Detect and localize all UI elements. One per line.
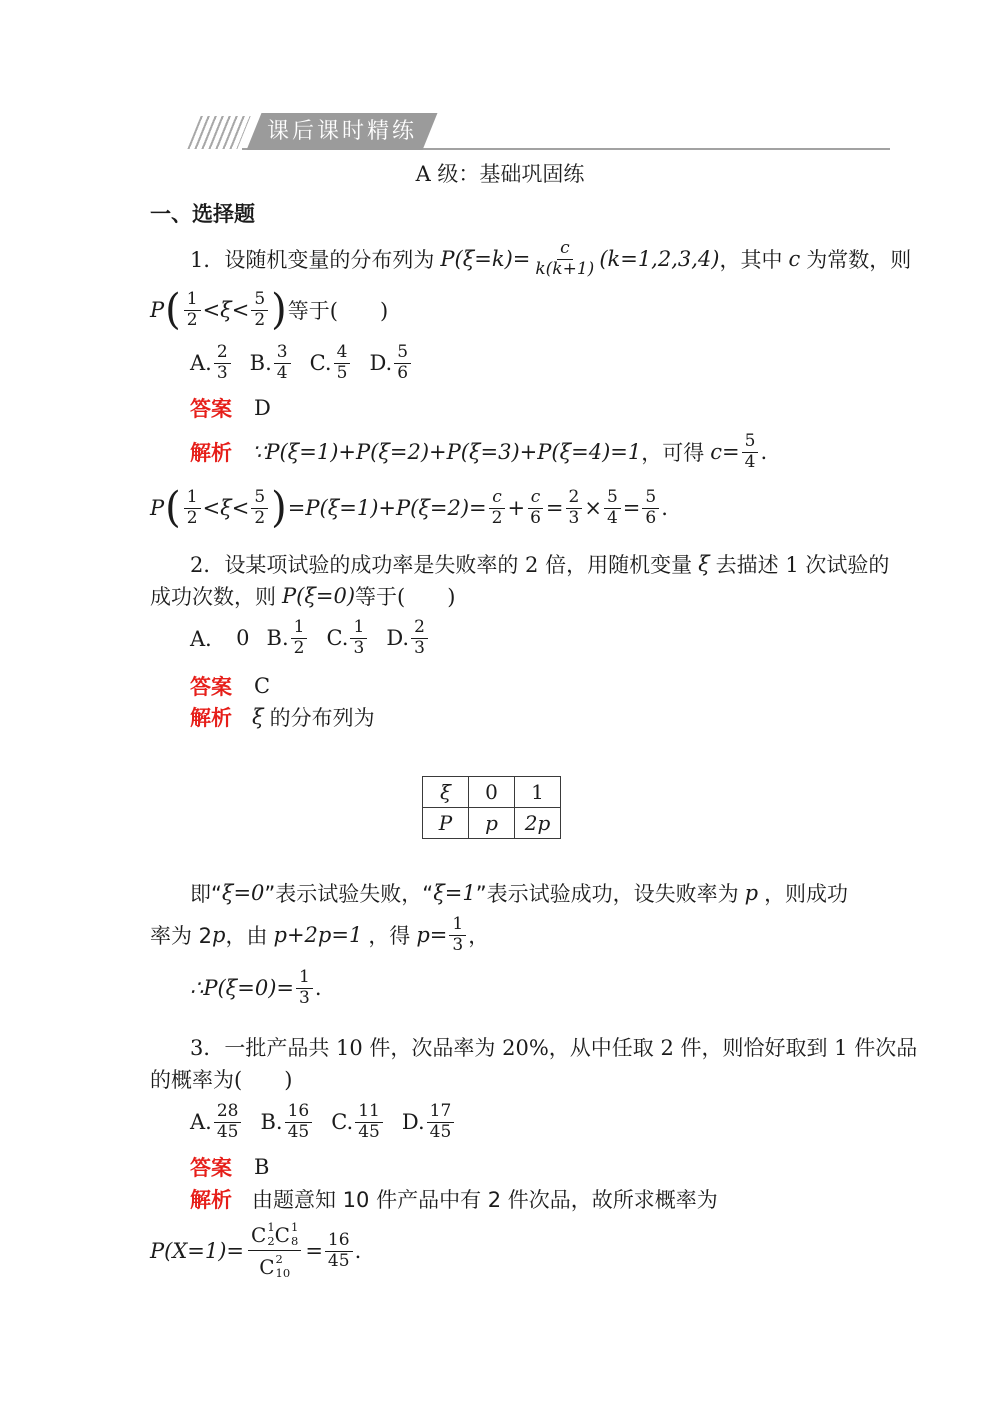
fraction xyxy=(449,915,466,955)
q2-answer-row xyxy=(150,672,890,700)
fraction-denominator: 45 xyxy=(216,1121,239,1142)
fraction xyxy=(251,488,268,528)
fraction xyxy=(527,488,544,528)
math-run: c= xyxy=(710,440,740,464)
table-cell: ξ xyxy=(423,777,469,808)
q3-answer-row xyxy=(150,1153,890,1181)
combination-symbol xyxy=(251,1221,275,1249)
fraction-denominator: 4 xyxy=(606,507,618,528)
math-run: ∴P(ξ=0)= xyxy=(190,976,294,1000)
math-run: <ξ< xyxy=(202,298,250,322)
text-run: 为常数，则 xyxy=(806,248,912,272)
text-run: 1．设随机变量的分布列为 xyxy=(190,248,435,272)
table-cell: P xyxy=(423,808,469,839)
text-run: 等于( ) xyxy=(355,585,456,609)
fraction-numerator: 16 xyxy=(285,1102,313,1123)
part-title: 一、选择题 xyxy=(150,202,255,226)
subscript: 10 xyxy=(275,1265,291,1280)
text-run: ， xyxy=(468,924,490,948)
combination-base: C xyxy=(274,1223,290,1248)
table-cell: 1 xyxy=(515,777,561,808)
big-paren: ( xyxy=(165,483,181,533)
math-run: ∵P(ξ=1)+P(ξ=2)+P(ξ=3)+P(ξ=4)=1 xyxy=(252,440,642,464)
section-title: A 级：基础巩固练 xyxy=(415,162,585,186)
big-paren: ( xyxy=(165,285,181,335)
math-run: =P(ξ=1)+P(ξ=2)= xyxy=(287,496,487,520)
fraction xyxy=(355,1102,383,1142)
combination-fraction xyxy=(248,1221,301,1280)
fraction-denominator: 4 xyxy=(276,362,288,383)
fraction-denominator: 2 xyxy=(254,507,266,528)
answer-value: D xyxy=(254,396,271,420)
fraction-denominator: 45 xyxy=(327,1250,350,1271)
option-label: C. xyxy=(331,1110,354,1134)
option-label: A. xyxy=(190,1110,212,1134)
fraction-numerator: 16 xyxy=(325,1231,353,1252)
superscript: 2 xyxy=(275,1252,283,1266)
fraction xyxy=(489,488,506,528)
math-run: ξ xyxy=(698,552,710,576)
fraction-numerator: 1 xyxy=(291,618,308,639)
fraction-numerator: 3 xyxy=(274,343,291,364)
math-run: P xyxy=(150,496,165,520)
q2-option-d xyxy=(386,618,430,658)
fraction-numerator: 2 xyxy=(566,488,583,509)
fraction-numerator: 5 xyxy=(642,488,659,509)
text-run: ，其中 xyxy=(719,248,783,272)
q3-analysis-intro xyxy=(150,1183,890,1215)
fraction-denominator: 45 xyxy=(429,1121,452,1142)
answer-value: C xyxy=(254,674,271,698)
fraction xyxy=(427,1102,455,1142)
fraction-numerator: 1 xyxy=(449,915,466,936)
q1-answer-row xyxy=(150,394,890,422)
fraction-numerator: c xyxy=(557,239,573,260)
q2-analysis-conclusion xyxy=(150,961,890,1015)
fraction-denominator: 45 xyxy=(358,1121,380,1142)
q2-option-c xyxy=(326,618,369,658)
text-run: ，则成功 xyxy=(764,882,849,906)
analysis-label: 解析 xyxy=(190,441,232,465)
fraction-denominator: k(k+1) xyxy=(535,258,595,279)
q2-option-b xyxy=(267,618,310,658)
banner-title-block xyxy=(247,113,438,150)
fraction-denominator: 4 xyxy=(744,451,756,472)
banner-title: 课后课时精练 xyxy=(266,119,417,144)
fraction-denominator: 6 xyxy=(645,507,657,528)
fraction-denominator: 2 xyxy=(186,309,198,330)
option-label: D. xyxy=(401,1110,425,1134)
q2-analysis-para-line2 xyxy=(150,909,890,961)
option-label: C. xyxy=(309,351,332,375)
fraction-denominator: 45 xyxy=(287,1121,310,1142)
math-run: c xyxy=(788,247,801,271)
fraction-denominator: 2 xyxy=(254,309,266,330)
fraction xyxy=(411,618,428,658)
q2-analysis-intro xyxy=(150,702,890,732)
option-label: D. xyxy=(369,351,393,375)
fraction-numerator: 1 xyxy=(296,968,313,989)
q1-analysis-line1 xyxy=(150,424,890,480)
fraction-denominator: 3 xyxy=(299,987,310,1008)
option-label: C. xyxy=(326,626,349,650)
math-run: P xyxy=(150,298,165,322)
fraction xyxy=(285,1102,313,1142)
answer-label: 答案 xyxy=(190,675,232,699)
math-run: ξ=0 xyxy=(221,881,265,905)
math-run: = xyxy=(622,496,641,520)
fraction xyxy=(184,290,201,330)
q3-options xyxy=(150,1095,890,1149)
combination-base: C xyxy=(259,1254,275,1279)
math-run: p xyxy=(212,923,226,947)
option-label: D. xyxy=(386,626,410,650)
fraction xyxy=(532,239,597,279)
fraction-denominator: 3 xyxy=(353,637,365,658)
combination-symbol xyxy=(259,1253,290,1281)
fraction xyxy=(274,343,291,383)
fraction-numerator: 2 xyxy=(214,343,231,364)
fraction-numerator: 2 xyxy=(411,618,428,639)
text-run: . xyxy=(661,496,668,520)
subscript: 8 xyxy=(290,1234,299,1249)
fraction-numerator: 17 xyxy=(427,1102,455,1123)
fraction-numerator: 5 xyxy=(742,432,759,453)
fraction xyxy=(742,432,759,472)
table-row xyxy=(423,777,561,808)
sup-sub-stack xyxy=(276,1253,291,1281)
fraction-denominator xyxy=(256,1251,293,1281)
distribution-table xyxy=(422,776,561,839)
q1-analysis-line2 xyxy=(150,480,890,536)
q2-option-a xyxy=(190,623,250,653)
option-label: B. xyxy=(266,626,289,650)
fraction-numerator: 11 xyxy=(355,1102,383,1123)
fraction-numerator: 28 xyxy=(214,1102,242,1123)
math-run: p+2p=1 xyxy=(273,923,363,947)
sup-sub-stack xyxy=(291,1221,298,1249)
q3-option-d xyxy=(402,1102,456,1142)
text-run: 的概率为( ) xyxy=(150,1068,293,1092)
fraction-numerator: 5 xyxy=(251,290,268,311)
q2-analysis-para-line1 xyxy=(150,877,890,909)
fraction-numerator: 5 xyxy=(394,343,411,364)
big-paren: ) xyxy=(271,483,287,533)
subscript: 2 xyxy=(267,1234,275,1249)
fraction-numerator: 4 xyxy=(334,343,351,364)
fraction xyxy=(296,968,313,1008)
q3-stem-line1 xyxy=(150,1031,918,1063)
text-run: 去描述 1 次试验的 xyxy=(715,553,890,577)
big-paren: ) xyxy=(271,285,287,335)
fraction-numerator: c xyxy=(528,488,544,509)
fraction-denominator: 5 xyxy=(336,362,348,383)
fraction-denominator: 3 xyxy=(452,934,464,955)
answer-value: B xyxy=(254,1155,270,1179)
text-run: 率为 2 xyxy=(150,924,213,948)
fraction-denominator: 6 xyxy=(397,362,409,383)
text-run: 3．一批产品共 10 件，次品率为 20%，从中任取 2 件，则恰好取到 1 件次品 xyxy=(190,1036,918,1060)
fraction-denominator: 3 xyxy=(216,362,228,383)
q3-option-a xyxy=(190,1102,243,1142)
fraction xyxy=(642,488,659,528)
combination-symbol xyxy=(275,1221,299,1249)
q2-stem-line2 xyxy=(150,580,890,612)
text-run: 的分布列为 xyxy=(269,706,375,730)
superscript: 1 xyxy=(267,1220,275,1235)
analysis-label: 解析 xyxy=(190,1188,232,1212)
q3-stem-line2 xyxy=(150,1063,890,1095)
option-label: B. xyxy=(249,351,272,375)
fraction-denominator: 3 xyxy=(414,637,425,658)
math-run: = xyxy=(545,496,564,520)
fraction xyxy=(184,488,201,528)
math-run: = xyxy=(305,1239,323,1263)
math-run: ξ xyxy=(252,705,264,729)
sup-sub-stack xyxy=(267,1221,274,1249)
fraction-denominator: 2 xyxy=(186,507,198,528)
q1-option-c xyxy=(310,343,353,383)
q1-option-a xyxy=(190,343,233,383)
q2-options xyxy=(150,612,890,664)
option-label: B. xyxy=(260,1110,283,1134)
fraction xyxy=(350,618,367,658)
q1-option-d xyxy=(369,343,413,383)
fraction xyxy=(325,1231,353,1271)
q1-options xyxy=(150,336,890,390)
combination-base: C xyxy=(251,1223,267,1248)
fraction-denominator: 6 xyxy=(530,507,541,528)
math-run: (k=1,2,3,4) xyxy=(599,247,720,271)
fraction xyxy=(334,343,351,383)
math-run: P(X=1)= xyxy=(150,1239,245,1263)
q3-option-b xyxy=(260,1102,314,1142)
text-run: . xyxy=(314,976,322,1000)
fraction xyxy=(566,488,583,528)
math-run: <ξ< xyxy=(202,496,250,520)
fraction-numerator: 1 xyxy=(184,290,201,311)
fraction-denominator: 2 xyxy=(293,637,305,658)
text-run: 等于( ) xyxy=(287,299,389,323)
text-run: . xyxy=(760,440,768,464)
math-run: × xyxy=(584,496,602,520)
fraction xyxy=(291,618,308,658)
superscript: 1 xyxy=(290,1220,299,1235)
fraction xyxy=(214,1102,242,1142)
text-run: ，可得 xyxy=(641,441,705,465)
q2-stem-line1 xyxy=(150,548,890,580)
option-label: A． xyxy=(190,627,227,651)
analysis-label: 解析 xyxy=(190,706,232,730)
fraction-numerator xyxy=(248,1221,301,1251)
fraction-numerator: c xyxy=(489,488,505,509)
option-value: 0 xyxy=(236,626,250,650)
text-run: ”表示试验成功，设失败率为 xyxy=(475,882,739,906)
table-cell: p xyxy=(469,808,515,839)
banner-hatch-decoration xyxy=(187,116,250,149)
q3-analysis-formula xyxy=(150,1219,890,1283)
option-label: A. xyxy=(190,351,212,375)
text-run: 由题意知 10 件产品中有 2 件次品，故所求概率为 xyxy=(252,1188,718,1212)
q1-stem-line1 xyxy=(150,234,912,284)
q1-stem-line2 xyxy=(150,284,890,336)
table-cell: 2p xyxy=(515,808,561,839)
banner xyxy=(190,113,890,150)
math-run: P(ξ=k)= xyxy=(440,247,531,271)
q1-option-b xyxy=(250,343,293,383)
fraction xyxy=(251,290,268,330)
text-run: 成功次数，则 xyxy=(150,585,276,609)
fraction-numerator: 5 xyxy=(251,488,268,509)
answer-label: 答案 xyxy=(190,1156,232,1180)
fraction-numerator: 5 xyxy=(604,488,621,509)
fraction-numerator: 1 xyxy=(350,618,367,639)
math-run: P(ξ=0) xyxy=(282,584,356,608)
text-run: ，由 xyxy=(225,924,268,948)
text-run: . xyxy=(354,1239,362,1263)
math-run: + xyxy=(507,496,526,520)
math-run: ξ=1 xyxy=(433,881,476,905)
math-run: p xyxy=(744,881,759,905)
fraction-denominator: 3 xyxy=(568,507,580,528)
text-run: 2．设某项试验的成功率是失败率的 2 倍，用随机变量 xyxy=(190,553,693,577)
fraction-numerator: 1 xyxy=(184,488,201,509)
text-run: 即“ xyxy=(190,882,222,906)
fraction xyxy=(604,488,621,528)
answer-label: 答案 xyxy=(190,397,232,421)
fraction xyxy=(394,343,411,383)
math-run: p= xyxy=(416,923,448,947)
table-row xyxy=(423,808,561,839)
text-run: ，得 xyxy=(368,924,411,948)
fraction xyxy=(214,343,231,383)
table-cell: 0 xyxy=(469,777,515,808)
q3-option-c xyxy=(331,1102,385,1142)
text-run: ”表示试验失败，“ xyxy=(264,882,434,906)
fraction-denominator: 2 xyxy=(491,507,503,528)
